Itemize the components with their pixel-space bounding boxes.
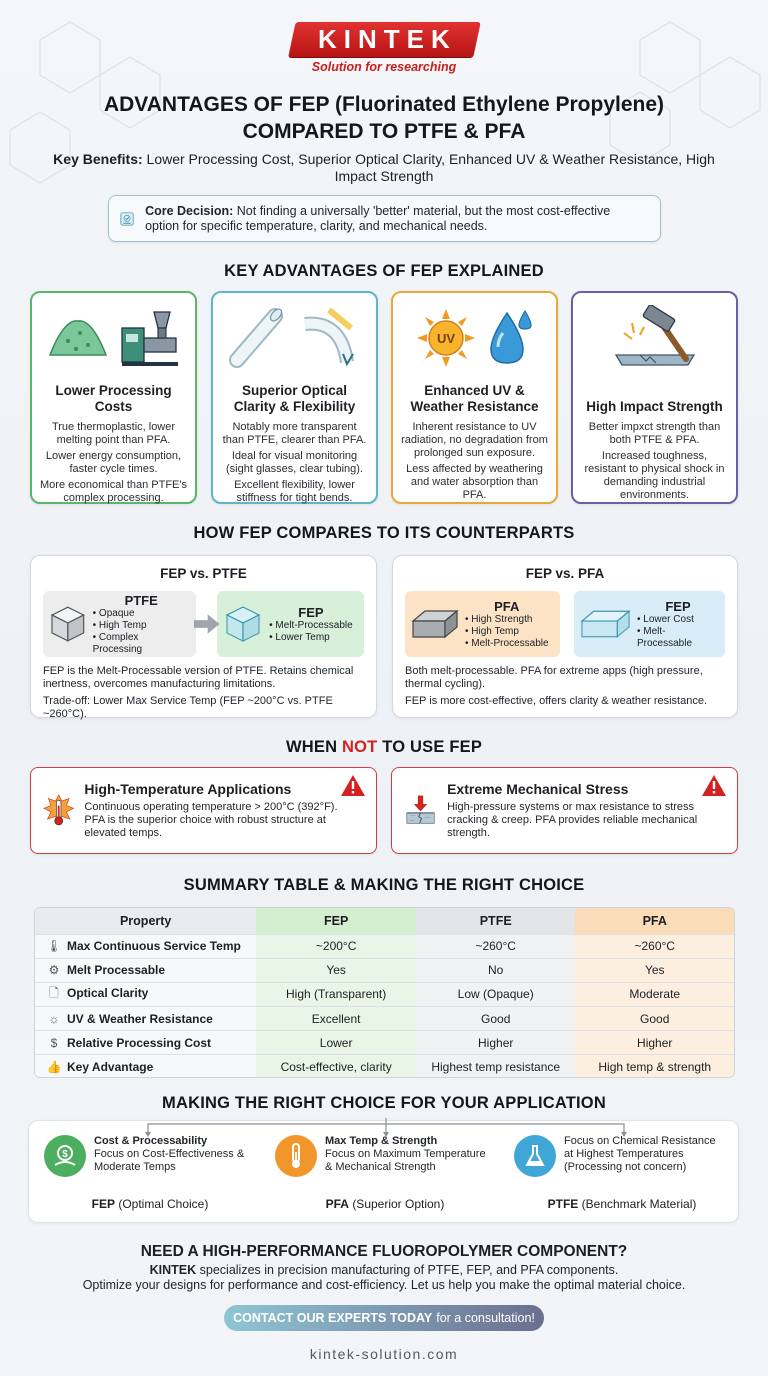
table-cell-value: Yes [256,958,416,982]
fep-vs-ptfe-box: FEP vs. PTFE PTFE • Opaque • High Temp • Complex Processing FEP • Melt-Processable • Lower Temp FEP is the Melt-Processable version of PTFE. Retains chemical inertness, overcomes manufacturing limitations. Trade-off: Lower Max Service Temp (FEP ~200°C vs. PTFE ~260°C). [30,555,377,718]
fep-block-icon [580,607,631,641]
core-decision-box [108,195,661,242]
table-cell-property [35,982,256,1006]
table-header-row [35,908,734,934]
choice-heading: MAKING THE RIGHT CHOICE FOR YOUR APPLICATION [162,1094,606,1112]
table-cell-value: Lower [256,1031,416,1055]
fep-vs-pfa-box: FEP vs. PFA PFA • High Strength • High Temp • Melt-Processable FEP • Lower Cost • Melt-Processable Both melt-processable. PFA for extreme apps (high pressure, thermal cycling). FEP is more cost-effective, offers clarity & weather resistance. [392,555,738,718]
compare-heading: HOW FEP COMPARES TO ITS COUNTERPARTS [193,524,575,542]
table-cell-property [35,1031,256,1055]
table-cell-property [35,1007,256,1031]
svg-text:$: $ [62,1149,68,1160]
table-cell-value: Good [416,1007,576,1031]
table-row [35,1031,734,1055]
table-cell-label: UV & Weather Resistance [67,1011,213,1026]
table-cell-value: No [416,958,576,982]
table-row [35,1007,734,1031]
gears-icon: ⚙ [48,963,60,978]
advantage-card-impact-strength: High Impact Strength Better impxct strength than both PTFE & PFA. Increased toughness, resistant to physical shock in demanding industrial environments. [571,291,738,504]
cost-coin-icon [44,1135,86,1177]
table-row [35,958,734,982]
choice-option-fep: $ Cost & Processability Focus on Cost-Effectiveness & Moderate Temps [44,1135,254,1177]
warning-triangle-icon [701,774,727,798]
when-not-heading: WHEN NOT TO USE FEP [285,738,483,756]
table-cell-value: ~260°C [575,934,734,958]
table-row [35,934,734,958]
header-pfa: PFA [575,908,734,934]
table-cell-value: Cost-effective, clarity [256,1055,416,1078]
opaque-cube-icon [49,604,87,644]
logo [0,22,768,74]
cta-description: KINTEK specializes in precision manufacturing of PTFE, FEP, and PFA components. Optimize your designs for performance and cost-efficiency. Let us help you make the optimal material choice. [82,1263,686,1292]
table-cell-property [35,934,256,958]
thumbs-up-icon: 👍 [46,1060,62,1075]
table-cell-value: Moderate [575,982,734,1006]
uv-sun-icon [415,307,477,369]
table-cell-label: Melt Processable [67,963,166,978]
clear-tube-icon [229,306,291,370]
logo-badge: KINTEK [288,22,480,57]
arrow-right-icon [194,614,219,634]
summary-table [34,907,735,1078]
cta-heading: NEED A HIGH-PERFORMANCE FLUOROPOLYMER COMPONENT? [140,1243,628,1260]
warning-triangle-icon [340,774,366,798]
thermometer-icon [43,773,74,849]
temperature-icon [275,1135,317,1177]
website-link[interactable]: kintek-solution.com [309,1346,459,1362]
choice-result-fep: FEP (Optimal Choice) [91,1197,209,1211]
document-icon: 🗋 [49,985,59,1000]
contact-experts-button[interactable]: CONTACT OUR EXPERTS TODAY for a consultation! [224,1305,544,1331]
page-title: ADVANTAGES OF FEP (Fluorinated Ethylene Propylene) COMPARED TO PTFE & PFA [103,93,665,143]
water-drop-icon [485,307,535,369]
header-ptfe: PTFE [416,908,576,934]
table-cell-value: Good [575,1007,734,1031]
injection-machine-icon [118,308,182,368]
pellets-pile-icon [46,313,110,363]
table-cell-label: Key Advantage [67,1060,154,1075]
thermometer-icon: 🌡 [46,939,62,954]
table-cell-value: High temp & strength [575,1055,734,1078]
table-cell-value: Yes [575,958,734,982]
hammer-impact-icon [610,305,700,371]
ptfe-material: PTFE • Opaque • High Temp • Complex Processing [43,591,196,657]
header-property: Property [35,908,256,934]
transparent-cube-icon [223,604,263,644]
chemical-flask-icon [514,1135,556,1177]
stress-crack-icon [404,775,437,847]
table-cell-label: Optical Clarity [67,985,149,1000]
sun-icon: ☼ [48,1011,60,1026]
pfa-material: PFA • High Strength • High Temp • Melt-Processable [405,591,560,657]
table-cell-property [35,1055,256,1078]
table-cell-label: Relative Processing Cost [67,1035,212,1050]
key-benefits: Key Benefits: Lower Processing Cost, Superior Optical Clarity, Enhanced UV & Weather Resistance, High Impact Strength [53,151,715,184]
checklist-icon [119,206,135,232]
table-cell-value: High (Transparent) [256,982,416,1006]
table-cell-label: Max Continuous Service Temp [67,939,241,954]
pfa-block-icon [411,607,459,641]
svg-text:UV: UV [436,331,455,346]
table-cell-value: ~200°C [256,934,416,958]
table-row [35,1055,734,1078]
table-cell-value: Higher [575,1031,734,1055]
header-fep: FEP [256,908,416,934]
warning-mechanical-stress: Extreme Mechanical Stress High-pressure systems or max resistance to stress cracking & creep. PFA provides reliable mechanical strength. [391,767,738,854]
fep-material: FEP • Melt-Processable • Lower Temp [217,591,364,657]
warning-high-temperature: High-Temperature Applications Continuous operating temperature > 200°C (392°F). PFA is the superior choice with robust structure at elevated temps. [30,767,377,854]
core-decision-text: Core Decision: Not finding a universally 'better' material, but the most cost-effective option for specific temperature, clarity, and mechanical needs. [145,203,611,233]
table-cell-value: Low (Opaque) [416,982,576,1006]
table-cell-value: ~260°C [416,934,576,958]
choice-option-pfa: Max Temp & Strength Focus on Maximum Temperature & Mechanical Strength [275,1135,495,1177]
table-cell-value: Higher [416,1031,576,1055]
table-row [35,982,734,1006]
cost-icon: $ [50,1035,58,1050]
choice-option-ptfe: Focus on Chemical Resistance at Highest Temperatures (Processing not concern) [514,1135,724,1177]
fep-material-pfa: FEP • Lower Cost • Melt-Processable [574,591,725,657]
advantages-heading: KEY ADVANTAGES OF FEP EXPLAINED [224,262,544,280]
logo-tagline: Solution for researching [311,60,457,74]
table-cell-value: Excellent [256,1007,416,1031]
table-cell-value: Highest temp resistance [416,1055,576,1078]
choice-result-ptfe: PTFE (Benchmark Material) [547,1197,697,1211]
advantage-card-processing-cost: Lower Processing Costs True thermoplastic, lower melting point than PFA. Lower energy consumption, faster cycle times. More economical than PTFE's complex processing. [30,291,197,504]
advantage-card-uv-resistance: UV Enhanced UV & Weather Resistance Inherent resistance to UV radiation, no degradation from prolonged sun exposure. Less affected by weathering and water absorption than PFA. [391,291,558,504]
choice-result-pfa: PFA (Superior Option) [325,1197,445,1211]
summary-table-heading: SUMMARY TABLE & MAKING THE RIGHT CHOICE [183,876,585,894]
table-cell-property [35,958,256,982]
advantage-card-optical-clarity: Superior Optical Clarity & Flexibility Notably more transparent than PTFE, clearer than PFA. Ideal for visual monitoring (sight glasses, clear tubing). Excellent flexibility, lower stiffness for tight bends. [211,291,378,504]
flexible-tube-icon [299,306,361,370]
